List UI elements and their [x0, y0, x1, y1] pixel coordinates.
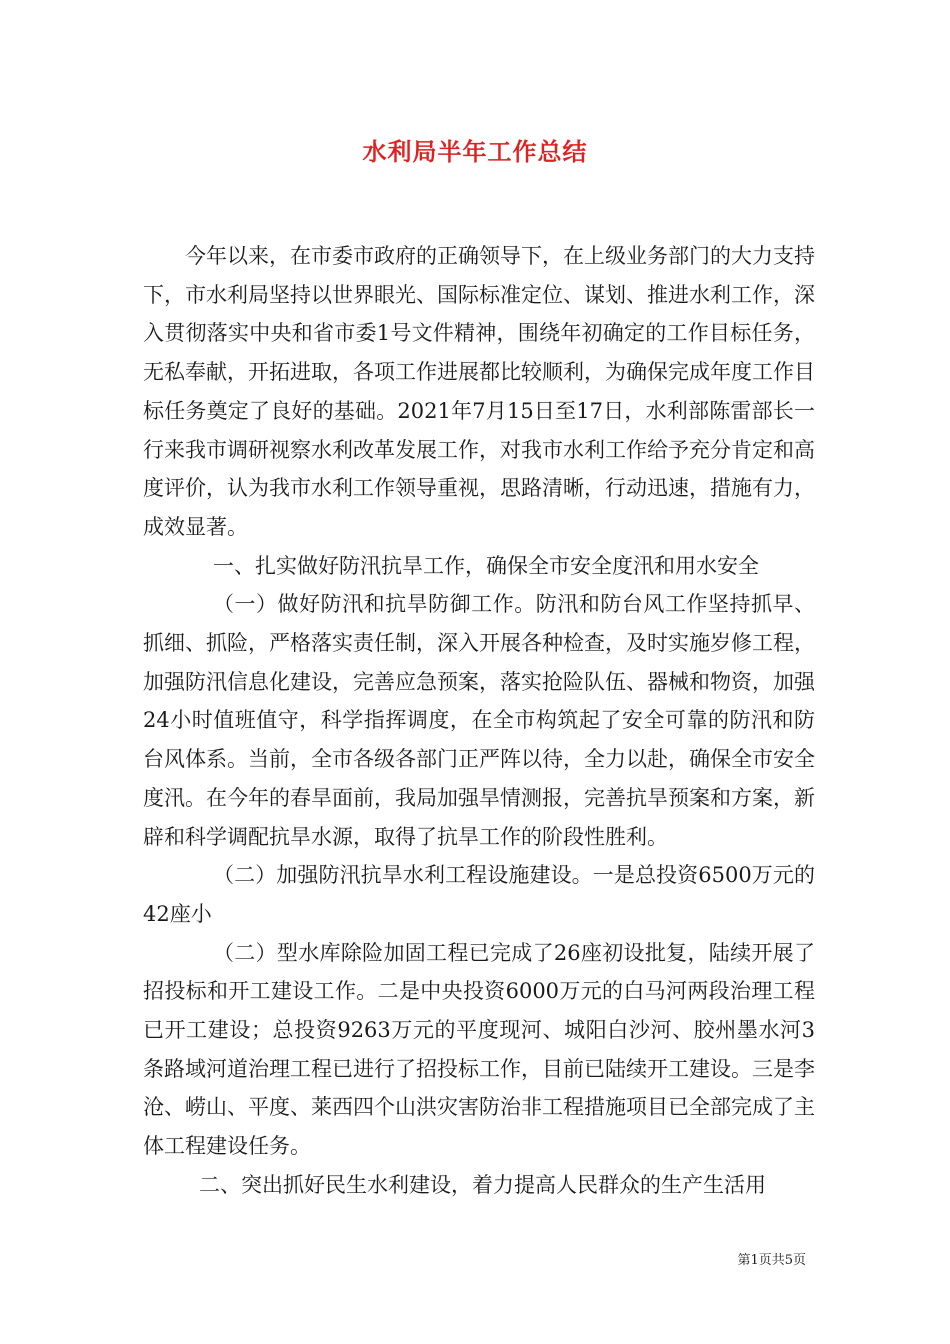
section-heading-2: 二、突出抓好民生水利建设，着力提高人民群众的生产生活用	[199, 1172, 766, 1197]
document-body	[143, 237, 815, 1205]
paragraph-intro: 今年以来，在市委市政府的正确领导下，在上级业务部门的大力支持下，市水利局坚持以世界眼光、国际标准定位、谋划、推进水利工作，深入贯彻落实中央和省市委1号文件精神，围绕年初确定的工作目标任务，无私奉献，开拓进取，各项工作进展都比较顺利，为确保完成年度工作目标任务奠定了良好的基础。2021年7月15日至17日，水利部陈雷部长一行来我市调研视察水利改革发展工作，对我市水利工作给予充分肯定和高度评价，认为我市水利工作领导重视，思路清晰，行动迅速，措施有力，成效显著。	[143, 244, 815, 539]
section-heading-1: 一、扎实做好防汛抗旱工作，确保全市安全度汛和用水安全	[213, 553, 759, 578]
paragraph-flood-defense: （一）做好防汛和抗旱防御工作。防汛和防台风工作坚持抓早、抓细、抓险，严格落实责任制，深入开展各种检查，及时实施岁修工程，加强防汛信息化建设，完善应急预案，落实抢险队伍、器械和物资，加强24小时值班值守，科学指挥调度，在全市构筑起了安全可靠的防汛和防台风体系。当前，全市各级各部门正严阵以待，全力以赴，确保全市安全度汛。在今年的春旱面前，我局加强旱情测报，完善抗旱预案和方案，新辟和科学调配抗旱水源，取得了抗旱工作的阶段性胜利。	[143, 592, 815, 849]
page-number: 第1页共5页	[737, 1253, 806, 1268]
paragraph-infrastructure: （二）加强防汛抗旱水利工程设施建设。一是总投资6500万元的42座小	[143, 863, 815, 926]
page-title: 水利局半年工作总结	[362, 138, 588, 166]
paragraph-reservoir: （二）型水库除险加固工程已完成了26座初设批复，陆续开展了招投标和开工建设工作。二是中央投资6000万元的白马河两段治理工程已开工建设；总投资9263万元的平度现河、城阳白沙河、胶州墨水河3条路域河道治理工程已进行了招投标工作，目前已陆续开工建设。三是李沧、崂山、平度、莱西四个山洪灾害防治非工程措施项目已全部完成了主体工程建设任务。	[143, 940, 815, 1159]
